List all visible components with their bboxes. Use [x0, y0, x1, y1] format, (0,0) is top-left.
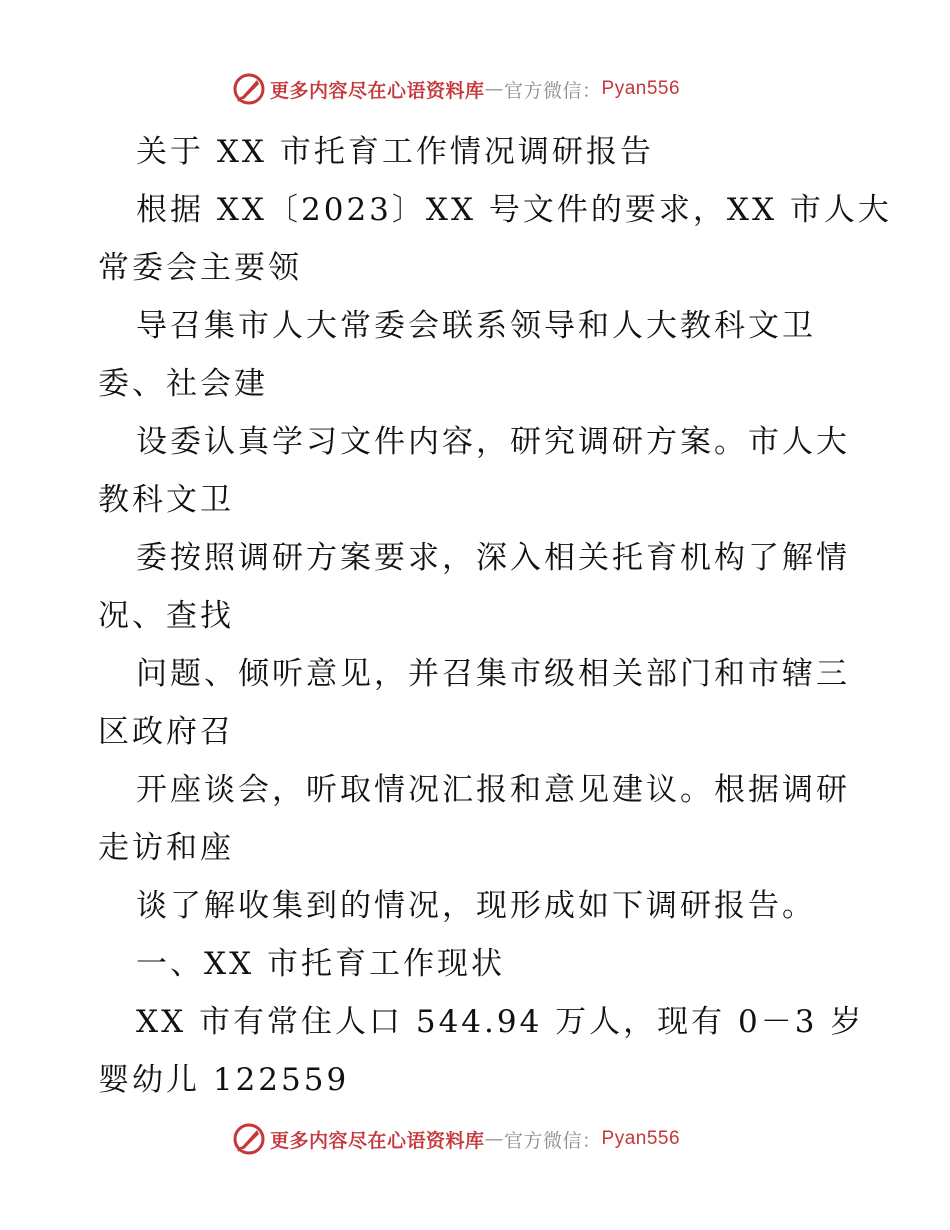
watermark-main-text: 更多内容尽在心语资料库: [270, 79, 485, 102]
watermark-wechat-label: 官方微信：: [504, 79, 602, 102]
section-heading: 一、XX 市托育工作现状: [136, 946, 505, 982]
paragraph-line: 问题、倾听意见，并召集市级相关部门和市辖三: [136, 656, 850, 692]
watermark-main-text: 更多内容尽在心语资料库: [270, 1129, 485, 1152]
paragraph-line: XX 市有常住人口 544.94 万人，现有 0－3 岁: [136, 1004, 865, 1040]
document-title: 关于 XX 市托育工作情况调研报告: [136, 134, 654, 170]
paragraph-line: 婴幼儿 122559: [98, 1062, 350, 1098]
paragraph-line: 走访和座: [98, 830, 234, 866]
paragraph-line: 委按照调研方案要求，深入相关托育机构了解情: [136, 540, 850, 576]
document-body: [98, 123, 892, 1109]
paragraph-line: 导召集市人大常委会联系领导和人大教科文卫: [136, 308, 816, 344]
paragraph-line: 设委认真学习文件内容，研究调研方案。市人大: [136, 424, 850, 460]
watermark-wechat-id: Pyan556: [601, 78, 681, 99]
watermark-banner-top: [232, 72, 680, 106]
paragraph-line: 区政府召: [98, 714, 234, 750]
feather-pen-logo-icon: [232, 1122, 266, 1156]
watermark-separator: —: [484, 1128, 505, 1150]
paragraph-line: 委、社会建: [98, 366, 268, 402]
watermark-banner-bottom: [232, 1122, 680, 1156]
watermark-wechat-id: Pyan556: [601, 1128, 681, 1149]
paragraph-line: 根据 XX〔2023〕XX 号文件的要求，XX 市人大: [136, 192, 892, 228]
paragraph-line: 况、查找: [98, 598, 234, 634]
paragraph-line: 谈了解收集到的情况，现形成如下调研报告。: [136, 888, 816, 924]
watermark-separator: —: [484, 78, 505, 100]
paragraph-line: 开座谈会，听取情况汇报和意见建议。根据调研: [136, 772, 850, 808]
paragraph-line: 教科文卫: [98, 482, 234, 518]
paragraph-line: 常委会主要领: [98, 250, 302, 286]
feather-pen-logo-icon: [232, 72, 266, 106]
watermark-wechat-label: 官方微信：: [504, 1129, 602, 1152]
